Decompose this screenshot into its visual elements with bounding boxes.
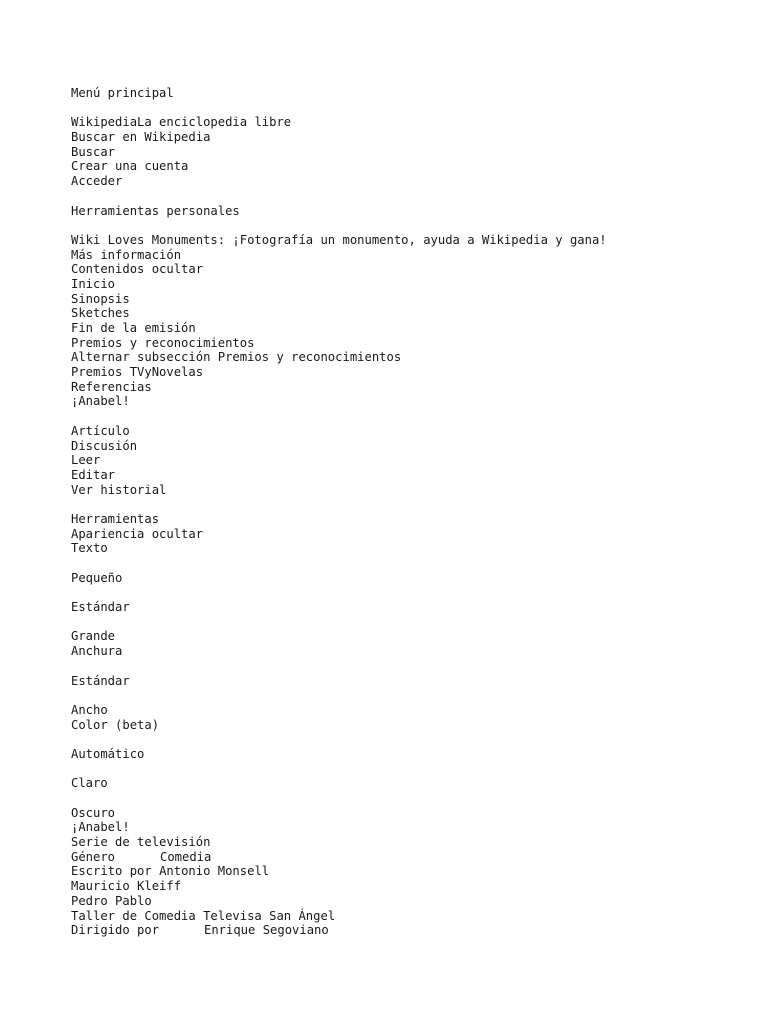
logo-wordmark: Wikipedia xyxy=(71,115,138,130)
login-link[interactable]: Acceder xyxy=(71,174,123,189)
color-dark-option[interactable]: Oscuro xyxy=(71,805,116,820)
spacer xyxy=(71,189,751,204)
spacer xyxy=(71,409,751,424)
tab-article[interactable]: Artículo xyxy=(71,423,130,438)
spacer xyxy=(71,218,751,233)
infobox-row-written-by xyxy=(71,864,751,879)
toc-item-sketches[interactable]: Sketches xyxy=(71,306,130,321)
wikipedia-logo-link[interactable] xyxy=(71,115,751,130)
spacer xyxy=(71,732,751,747)
infobox-title: ¡Anabel! xyxy=(71,820,130,835)
infobox-value-link[interactable]: Comedia xyxy=(160,849,212,864)
spacer xyxy=(71,762,751,777)
infobox-value: Antonio Monsell xyxy=(159,864,270,879)
toc-header[interactable]: Contenidos ocultar xyxy=(71,262,204,277)
text-size-small-option[interactable]: Pequeño xyxy=(71,570,123,585)
spacer xyxy=(71,659,751,674)
toc-item-sinopsis[interactable]: Sinopsis xyxy=(71,291,130,306)
page-content xyxy=(71,86,751,938)
main-menu-button[interactable]: Menú principal xyxy=(71,86,174,100)
tab-edit[interactable]: Editar xyxy=(71,467,116,482)
infobox-value-link[interactable]: Enrique Segoviano xyxy=(204,923,329,938)
appearance-header[interactable]: Apariencia ocultar xyxy=(71,526,204,541)
width-wide-option[interactable]: Ancho xyxy=(71,702,108,717)
width-label: Anchura xyxy=(71,644,123,659)
spacer xyxy=(71,585,751,600)
tab-discussion[interactable]: Discusión xyxy=(71,438,138,453)
width-standard-option[interactable]: Estándar xyxy=(71,673,130,688)
tab-read[interactable]: Leer xyxy=(71,453,101,468)
spacer xyxy=(71,791,751,806)
color-label: Color (beta) xyxy=(71,717,160,732)
personal-tools-menu[interactable]: Herramientas personales xyxy=(71,203,240,218)
color-light-option[interactable]: Claro xyxy=(71,776,108,791)
banner-text[interactable]: Wiki Loves Monuments: ¡Fotografía un monumento, ayuda a Wikipedia y gana! xyxy=(71,232,607,247)
infobox-label: Dirigido por xyxy=(71,923,160,938)
toc-item-premios[interactable]: Premios y reconocimientos xyxy=(71,335,255,350)
banner-more-info-link[interactable]: Más información xyxy=(71,247,182,262)
toc-item-fin-emision[interactable]: Fin de la emisión xyxy=(71,321,196,335)
infobox-row-genre xyxy=(71,850,751,865)
infobox-value: Pedro Pablo xyxy=(71,893,152,908)
infobox-value: Taller de Comedia Televisa San Ángel xyxy=(71,908,336,923)
search-input-label[interactable]: Buscar en Wikipedia xyxy=(71,130,211,145)
text-size-large-option[interactable]: Grande xyxy=(71,629,116,644)
color-auto-option[interactable]: Automático xyxy=(71,746,145,761)
infobox-value: Mauricio Kleiff xyxy=(71,879,182,894)
spacer xyxy=(71,688,751,703)
text-size-label: Texto xyxy=(71,541,108,556)
search-button[interactable]: Buscar xyxy=(71,144,116,159)
spacer xyxy=(71,556,751,571)
spacer xyxy=(71,101,751,116)
text-size-standard-option[interactable]: Estándar xyxy=(71,600,130,615)
tab-history[interactable]: Ver historial xyxy=(71,482,167,497)
spacer xyxy=(71,497,751,512)
toc-item-inicio[interactable]: Inicio xyxy=(71,276,116,291)
page-title: ¡Anabel! xyxy=(71,394,130,409)
tools-menu[interactable]: Herramientas xyxy=(71,511,160,526)
logo-tagline: La enciclopedia libre xyxy=(137,115,292,130)
toc-item-premios-tvynovelas[interactable]: Premios TVyNovelas xyxy=(71,365,204,380)
infobox-subtitle: Serie de televisión xyxy=(71,835,211,850)
spacer xyxy=(71,615,751,630)
infobox-row-directed-by xyxy=(71,923,751,938)
toc-item-referencias[interactable]: Referencias xyxy=(71,379,152,394)
toc-toggle-premios[interactable]: Alternar subsección Premios y reconocimientos xyxy=(71,350,402,365)
infobox-label: Escrito por xyxy=(71,864,152,879)
infobox-label: Género xyxy=(71,849,116,864)
create-account-link[interactable]: Crear una cuenta xyxy=(71,159,189,174)
